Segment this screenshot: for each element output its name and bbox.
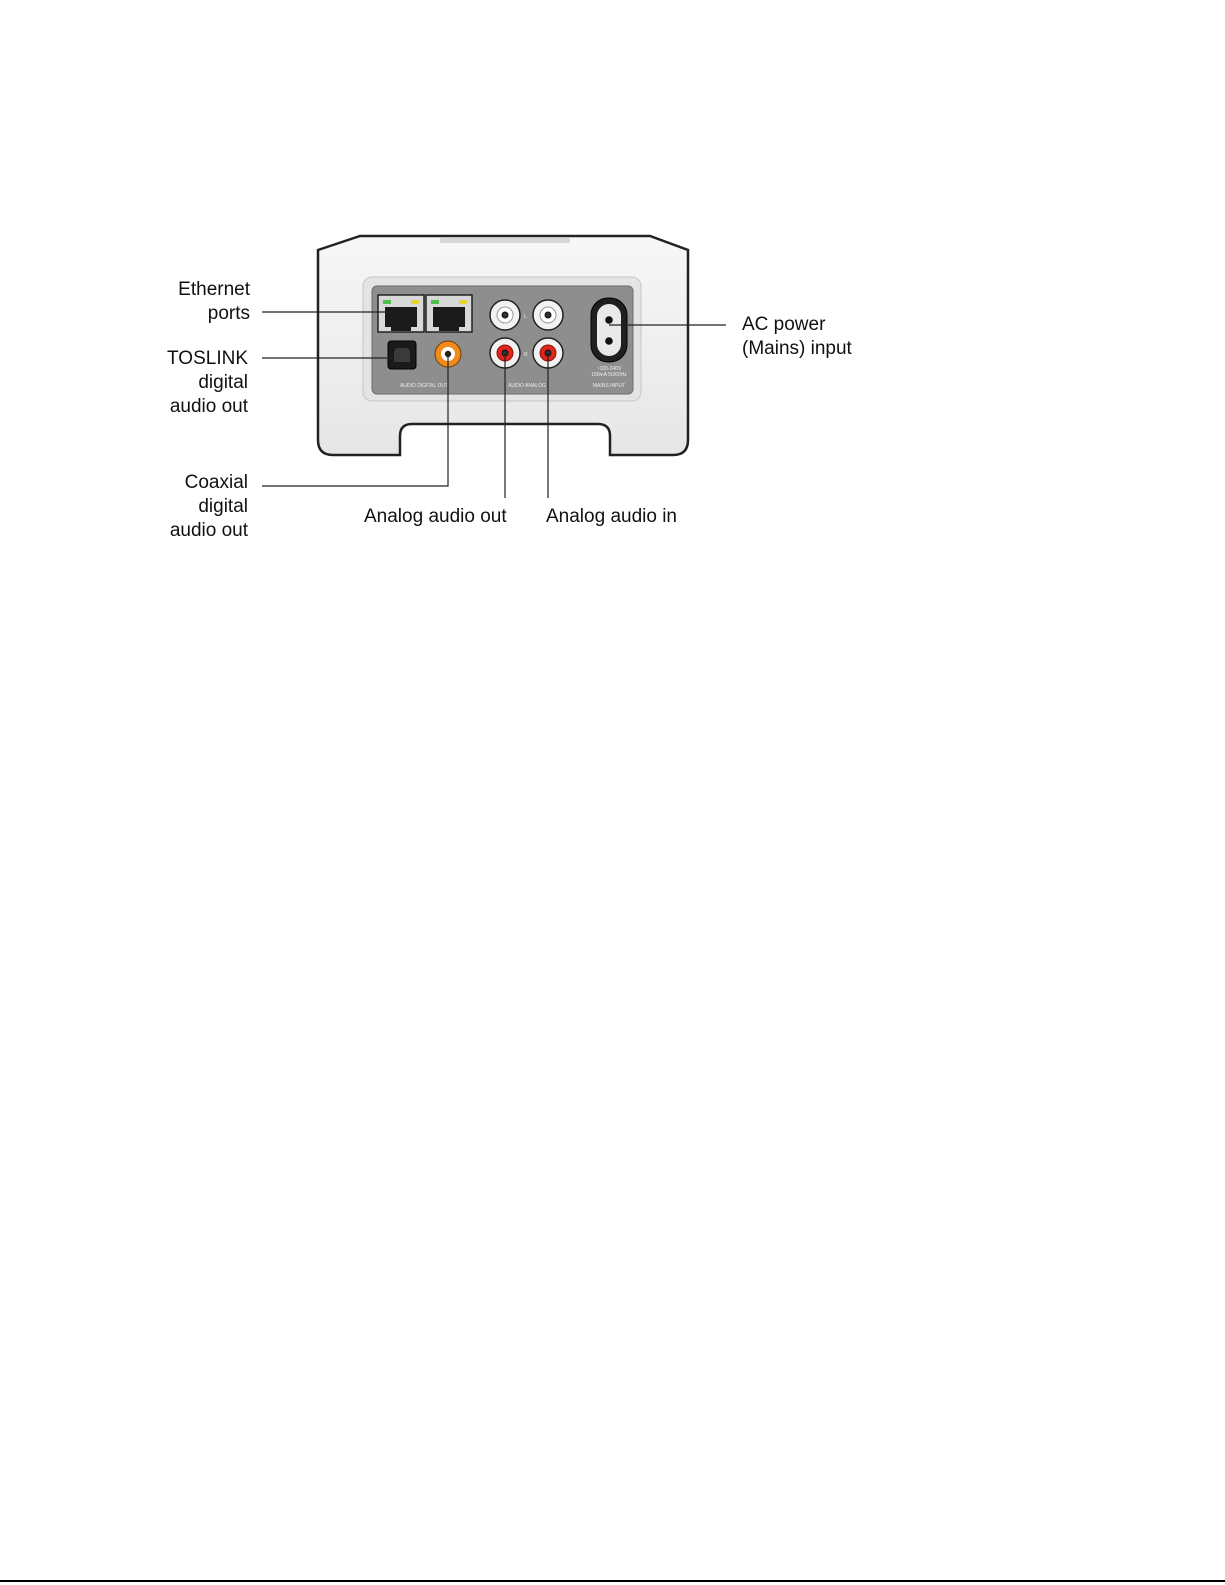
ac-power-label-line-1: AC power	[742, 314, 826, 335]
coaxial-label	[140, 471, 248, 543]
ethernet-ports-label-line-1: Ethernet	[178, 279, 250, 300]
mains-caption: MAINS INPUT	[592, 383, 626, 389]
coaxial-label-line-2: digital	[198, 496, 248, 517]
ethernet-port-1[interactable]	[378, 295, 424, 332]
ethernet-ports-label-line-2: ports	[207, 303, 250, 324]
toslink-label-line-1: TOSLINK	[167, 348, 248, 369]
left-channel-marker: L	[524, 314, 527, 320]
right-channel-marker: R	[524, 352, 528, 358]
ethernet-port-2[interactable]	[426, 295, 472, 332]
ethernet-ports-label	[150, 278, 250, 326]
ac-power-inlet[interactable]	[591, 298, 627, 362]
analog-in-label	[546, 505, 716, 529]
top-slot	[440, 238, 570, 243]
analog-out-label-line-1: Analog audio out	[364, 506, 507, 527]
ac-power-label-line-2: (Mains) input	[742, 338, 852, 359]
footer-rule	[0, 1580, 1225, 1582]
toslink-label	[140, 347, 248, 419]
mains-rating-line-1: ~100-240V	[596, 366, 622, 372]
coaxial-label-line-3: audio out	[169, 520, 248, 541]
analog-in-label-line-1: Analog audio in	[546, 506, 677, 527]
coaxial-label-line-1: Coaxial	[184, 472, 248, 493]
analog-caption: AUDIO ANALOG	[508, 383, 546, 389]
rca-in-left[interactable]	[533, 300, 563, 330]
toslink-label-line-3: audio out	[169, 396, 248, 417]
digital-out-caption: AUDIO DIGITAL OUT	[399, 383, 449, 389]
ac-power-label	[742, 313, 902, 361]
toslink-label-line-2: digital	[198, 372, 248, 393]
rca-out-left[interactable]	[490, 300, 520, 330]
analog-out-label	[364, 505, 534, 529]
mains-rating-line-2: 150mA 50/60Hz	[591, 372, 627, 378]
toslink-port[interactable]	[388, 341, 416, 369]
